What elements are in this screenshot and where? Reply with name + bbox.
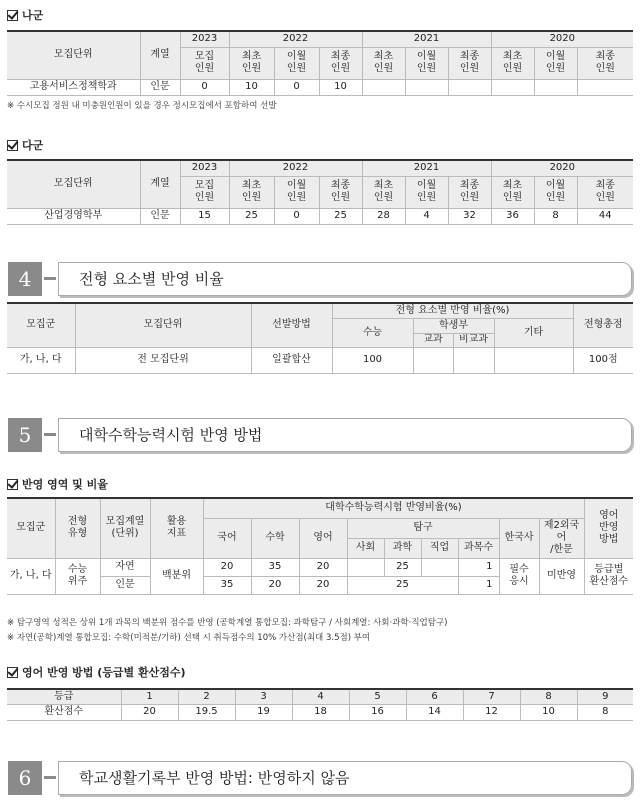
section-6-header <box>8 761 632 795</box>
cell-type: 수능 위주 <box>55 558 100 594</box>
note-na: ※ 수시모집 정원 내 미충원인원이 있을 경우 정시모집에서 포함하여 선발 <box>7 101 277 111</box>
header-eng: 영어 <box>299 518 347 558</box>
subheading-label: 반영 영역 및 비율 <box>22 478 108 491</box>
header-subj: 교과 <box>413 333 453 347</box>
cell-kor: 20 <box>203 558 251 576</box>
header-year: 2021 <box>362 31 491 47</box>
section-title: 학교생활기록부 반영 방법: 반영하지 않음 <box>79 769 350 787</box>
header-school: 학생부 <box>413 318 494 333</box>
header-recruit: 모집 인원 <box>180 47 229 79</box>
table-row <box>7 347 633 373</box>
cell-unit: 전 모집단위 <box>75 347 251 373</box>
grade-cell: 9 <box>577 689 633 704</box>
cell-method: 일괄합산 <box>251 347 332 373</box>
cell-math: 35 <box>251 558 299 576</box>
score-row <box>7 704 633 720</box>
header-year: 2020 <box>491 160 633 176</box>
cell-value: 0 <box>180 79 229 95</box>
header-final: 최종 인원 <box>319 176 362 208</box>
table-na <box>7 30 633 96</box>
cell-value <box>534 79 577 95</box>
cell-count: 1 <box>458 576 499 594</box>
cell-social <box>347 558 384 576</box>
cell-field: 자연 <box>100 558 150 576</box>
cell-value: 25 <box>319 208 362 224</box>
cell-eng: 20 <box>299 558 347 576</box>
score-cell: 10 <box>520 704 577 720</box>
grade-cell: 7 <box>463 689 520 704</box>
score-cell: 8 <box>577 704 633 720</box>
grade-row <box>7 689 633 704</box>
header-final: 최종 인원 <box>448 47 491 79</box>
subheading-english <box>7 664 186 680</box>
section-title: 대학수학능력시험 반영 방법 <box>79 426 263 444</box>
cell-value: 0 <box>274 208 319 224</box>
header-method: 선발방법 <box>251 303 332 347</box>
header-unit: 모집단위 <box>7 160 140 208</box>
grade-cell: 6 <box>406 689 463 704</box>
grade-cell: 5 <box>349 689 406 704</box>
grade-cell: 3 <box>235 689 292 704</box>
cell-value <box>491 79 534 95</box>
cell-value <box>405 79 448 95</box>
subheading-na <box>7 7 43 23</box>
header-suneung: 수능 <box>332 318 413 347</box>
cell-count: 1 <box>458 558 499 576</box>
header-carry: 이월 인원 <box>534 176 577 208</box>
cell-value: 25 <box>229 208 274 224</box>
header-year: 2020 <box>491 31 633 47</box>
note-inquiry: ※ 탐구영역 성적은 상위 1개 과목의 백분위 점수를 반영 (공학계열 통합모집: 과학탐구 / 사회계열: 사회·과학·직업탐구) <box>7 618 448 628</box>
checkbox-icon <box>7 10 18 21</box>
cell-second: 미반영 <box>539 558 584 594</box>
header-first: 최초 인원 <box>229 176 274 208</box>
cell-field: 인문 <box>140 208 180 224</box>
table-row <box>7 208 633 224</box>
subheading-sec5 <box>7 476 108 492</box>
header-grade: 등급 <box>7 689 121 704</box>
grade-cell: 8 <box>520 689 577 704</box>
header-unit: 모집단위 <box>75 303 251 347</box>
header-final: 최종 인원 <box>577 176 633 208</box>
header-field: 모집계열 (단위) <box>100 498 150 558</box>
cell-value: 0 <box>274 79 319 95</box>
cell-history: 필수 응시 <box>499 558 539 594</box>
header-count: 과목수 <box>458 538 499 558</box>
header-type: 전형 유형 <box>55 498 100 558</box>
header-ratio: 전형 요소별 반영 비율(%) <box>332 303 573 318</box>
cell-eng: 20 <box>299 576 347 594</box>
header-final: 최종 인원 <box>448 176 491 208</box>
header-carry: 이월 인원 <box>274 176 319 208</box>
header-carry: 이월 인원 <box>534 47 577 79</box>
cell-math: 20 <box>251 576 299 594</box>
table-row <box>7 558 633 576</box>
table-row <box>7 79 633 95</box>
header-science: 과학 <box>384 538 421 558</box>
score-cell: 14 <box>406 704 463 720</box>
header-etc: 기타 <box>494 318 573 347</box>
cell-group: 가, 나, 다 <box>7 347 75 373</box>
score-cell: 19.5 <box>178 704 235 720</box>
cell-unit: 고용서비스정책학과 <box>7 79 140 95</box>
header-first: 최초 인원 <box>491 47 534 79</box>
section-connector <box>44 776 56 779</box>
header-index: 활용 지표 <box>150 498 203 558</box>
header-final: 최종 인원 <box>577 47 633 79</box>
subheading-label: 영어 반영 방법 (등급별 환산점수) <box>22 666 186 679</box>
header-carry: 이월 인원 <box>405 176 448 208</box>
cell-value: 15 <box>180 208 229 224</box>
checkbox-icon <box>7 479 18 490</box>
grade-cell: 4 <box>292 689 349 704</box>
table-english-grades <box>7 688 633 721</box>
cell-group: 가, 나, 다 <box>7 558 55 594</box>
section-title-box <box>58 418 632 452</box>
cell-value: 10 <box>229 79 274 95</box>
checkbox-icon <box>7 667 18 678</box>
cell-value <box>577 79 633 95</box>
header-history: 한국사 <box>499 518 539 558</box>
score-cell: 18 <box>292 704 349 720</box>
cell-field: 인문 <box>140 79 180 95</box>
header-first: 최초 인원 <box>491 176 534 208</box>
cell-engmethod: 등급별 환산점수 <box>584 558 633 594</box>
section-connector <box>44 277 56 280</box>
header-nonsubj: 비교과 <box>453 333 494 347</box>
header-social: 사회 <box>347 538 384 558</box>
section-connector <box>44 433 56 436</box>
score-cell: 20 <box>121 704 178 720</box>
section-title: 전형 요소별 반영 비율 <box>79 270 224 288</box>
header-ratio: 대학수학능력시험 반영비율(%) <box>203 498 584 518</box>
header-engmethod: 영어 반영 방법 <box>584 498 633 558</box>
cell-suneung: 100 <box>332 347 413 373</box>
header-final: 최종 인원 <box>319 47 362 79</box>
cell-science: 25 <box>384 558 421 576</box>
header-group: 모집군 <box>7 303 75 347</box>
cell-value: 28 <box>362 208 405 224</box>
cell-inquiry: 25 <box>347 576 458 594</box>
table-da <box>7 159 633 225</box>
header-kor: 국어 <box>203 518 251 558</box>
header-carry: 이월 인원 <box>405 47 448 79</box>
section-number: 6 <box>8 761 42 795</box>
cell-value: 32 <box>448 208 491 224</box>
table-sec4 <box>7 302 633 374</box>
cell-unit: 산업경영학부 <box>7 208 140 224</box>
grade-cell: 2 <box>178 689 235 704</box>
score-cell: 16 <box>349 704 406 720</box>
subheading-label: 나군 <box>22 9 44 22</box>
header-field: 계열 <box>140 31 180 79</box>
subheading-da <box>7 137 43 153</box>
score-cell: 19 <box>235 704 292 720</box>
header-score: 환산점수 <box>7 704 121 720</box>
cell-total: 100점 <box>573 347 633 373</box>
cell-value: 8 <box>534 208 577 224</box>
cell-value: 10 <box>319 79 362 95</box>
cell-field: 인문 <box>100 576 150 594</box>
cell-nonsubj <box>453 347 494 373</box>
table-sec5 <box>7 497 633 595</box>
header-year: 2023 <box>180 31 229 47</box>
grade-cell: 1 <box>121 689 178 704</box>
subheading-label: 다군 <box>22 139 44 152</box>
header-total: 전형총점 <box>573 303 633 347</box>
cell-value <box>362 79 405 95</box>
section-4-header <box>8 262 632 296</box>
header-recruit: 모집 인원 <box>180 176 229 208</box>
section-5-header <box>8 418 632 452</box>
cell-subj <box>413 347 453 373</box>
header-field: 계열 <box>140 160 180 208</box>
checkbox-icon <box>7 140 18 151</box>
cell-value <box>448 79 491 95</box>
header-first: 최초 인원 <box>362 47 405 79</box>
cell-index: 백분위 <box>150 558 203 594</box>
header-year: 2023 <box>180 160 229 176</box>
header-job: 직업 <box>421 538 458 558</box>
header-carry: 이월 인원 <box>274 47 319 79</box>
header-year: 2022 <box>229 31 362 47</box>
header-first: 최초 인원 <box>229 47 274 79</box>
section-number: 5 <box>8 418 42 452</box>
header-unit: 모집단위 <box>7 31 140 79</box>
section-number: 4 <box>8 262 42 296</box>
score-cell: 12 <box>463 704 520 720</box>
header-year: 2022 <box>229 160 362 176</box>
section-title-box <box>58 262 632 296</box>
cell-etc <box>494 347 573 373</box>
cell-kor: 35 <box>203 576 251 594</box>
header-first: 최초 인원 <box>362 176 405 208</box>
header-inquiry: 탐구 <box>347 518 499 538</box>
section-title-box <box>58 761 632 795</box>
cell-job <box>421 558 458 576</box>
header-year: 2021 <box>362 160 491 176</box>
cell-value: 4 <box>405 208 448 224</box>
cell-value: 36 <box>491 208 534 224</box>
header-group: 모집군 <box>7 498 55 558</box>
header-math: 수학 <box>251 518 299 558</box>
header-second: 제2외국어 /한문 <box>539 518 584 558</box>
cell-value: 44 <box>577 208 633 224</box>
note-bonus: ※ 자연(공학)계열 통합모집: 수학(미적분/기하) 선택 시 취득점수의 10% 가산점(최대 3.5점) 부여 <box>7 633 371 643</box>
